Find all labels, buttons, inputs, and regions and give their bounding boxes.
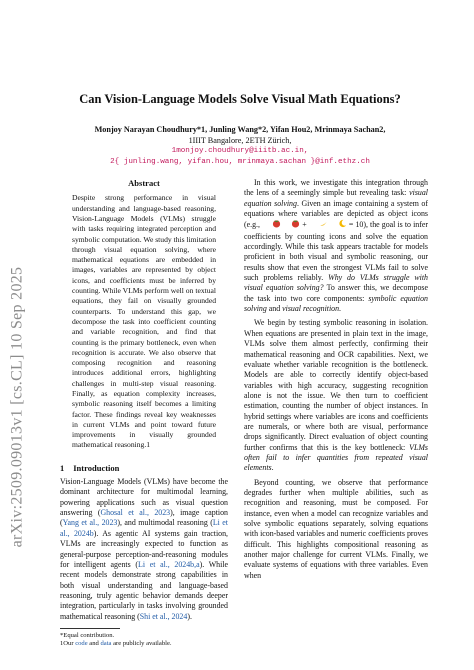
author-names: Monjoy Narayan Choudhury*1, Junling Wang*2, Yifan Hou2, Mrinmaya Sachan2, bbox=[94, 125, 386, 134]
text-span: ). While recent models demonstrate strong capabilities in both visual understanding and language-based reasoning, truly agentic behavior demands deeper integration, particularly in tasks involving grounded mathematical reasoning ( bbox=[60, 559, 229, 621]
text-span: 1Our bbox=[60, 640, 76, 648]
abstract-heading: Abstract bbox=[128, 178, 160, 188]
emphasis: visual recognition bbox=[282, 304, 340, 314]
intro-title: Introduction bbox=[73, 462, 120, 473]
right-paragraph-1 bbox=[244, 178, 428, 314]
footnote-2 bbox=[60, 640, 228, 649]
footnote-rule bbox=[60, 628, 120, 629]
email-line-2[interactable]: 2{ junling.wang, yifan.hou, mrinmaya.sachan }@inf.ethz.ch bbox=[110, 158, 370, 166]
text-span: are publicly available. bbox=[111, 640, 172, 648]
intro-paragraph bbox=[60, 477, 228, 622]
tomato-icon bbox=[281, 219, 300, 231]
citation-link[interactable]: Li et al., 2024b bbox=[60, 518, 228, 538]
data-link[interactable]: data bbox=[100, 640, 112, 648]
emphasis: visual equation solving bbox=[244, 188, 428, 208]
code-link[interactable]: code bbox=[75, 640, 88, 648]
intro-number: 1 bbox=[60, 462, 65, 473]
text-span: + bbox=[300, 220, 309, 230]
text-span: . bbox=[339, 304, 342, 314]
emphasis: VLMs often fail to infer quantities from repeated visual elements bbox=[244, 442, 428, 473]
text-span: ), image caption ( bbox=[60, 508, 228, 528]
citation-link[interactable]: Li et al., 2024b,a bbox=[138, 559, 200, 569]
left-column bbox=[60, 178, 228, 649]
intro-heading bbox=[60, 463, 228, 473]
text-span: and bbox=[266, 304, 283, 314]
text-span: In this work, we investigate this integration through the lens of a seemingly simple but revealing task: bbox=[244, 178, 428, 198]
abstract-text: Despite strong performance in visual understanding and language-based reasoning, Vision-Language Models (VLMs) struggle with tasks requiring integrated perception and symbolic computation. We study this limitation through visual equation solving, where mathematical equations are embedded in images, variables are represented by object icons, and coefficients must be inferred by counting. While VLMs perform well on textual equations, they fail on visually grounded counterparts. To understand this gap, we decompose the task into coefficient counting and variable recognition, and find that counting is the primary bottleneck, even when recognition is accurate. We also observe that composing recognition and reasoning introduces additional errors, highlighting challenges in multi-step visual reasoning. Finally, as equation complexity increases, symbolic reasoning itself becomes a limiting factor. These findings reveal key weaknesses in current VLMs and point toward future improvements in visually grounded mathematical reasoning.1 bbox=[72, 193, 216, 450]
text-span: and bbox=[87, 640, 101, 648]
emphasis: symbolic equation solving bbox=[244, 293, 429, 314]
footnote-1: *Equal contribution. bbox=[60, 631, 115, 639]
arxiv-stamp bbox=[2, 212, 32, 602]
paper-title: Can Vision-Language Models Solve Visual Math Equations? bbox=[79, 92, 401, 106]
affiliations: 1IIIT Bangalore, 2ETH Zürich, bbox=[188, 136, 292, 145]
email-line-1[interactable]: 1monjoy.choudhury@iiitb.ac.in, bbox=[171, 147, 309, 155]
banana-icon bbox=[309, 219, 328, 231]
citation-link[interactable]: Yang et al., 2023 bbox=[62, 518, 118, 528]
text-span: ), and multimodal reasoning ( bbox=[117, 518, 213, 528]
arxiv-id: arXiv:2509.09013v1 [cs.CL] 10 Sep 2025 bbox=[8, 266, 25, 548]
text-span: = 10), the goal is to infer coefficients by counting icons and solve the equation accordingly. While this task appears tractable for models proficient in both visual and symbolic reasoning, our results show that even the strongest VLMs fail to solve such problems reliably. bbox=[244, 220, 428, 283]
text-span: Vision-Language Models (VLMs) have become the dominant architecture for multimodal learning, powering applications such as visual question answering ( bbox=[60, 477, 228, 518]
citation-link[interactable]: Ghosal et al., 2023 bbox=[100, 508, 171, 518]
author-block bbox=[40, 124, 440, 168]
right-paragraph-2 bbox=[244, 318, 428, 473]
tomato-icon bbox=[262, 219, 281, 231]
right-column bbox=[244, 178, 428, 581]
text-span: ). bbox=[187, 611, 192, 621]
text-span: . Given an image containing a system of equations where variables are depicted as object icons (e.g., bbox=[244, 198, 428, 230]
text-span: . bbox=[271, 463, 274, 473]
text-span: We begin by testing symbolic reasoning in isolation. When equations are presented in plain text in the image, VLMs solve them almost perfectly, confirming their mathematical reasoning and OCR capabilities. Next, we evaluate whether variable recognition is the bottleneck. Models are able to correctly identify object-based variables with high accuracy, suggesting recognition alone is not the issue. We then turn to coefficient estimation, counting the number of object instances. In hybrid settings where variables are icons and coefficients are numerals, or where both are visual, performance drops significantly. Direct evaluation of object counting further confirms that this is the key bottleneck: bbox=[244, 318, 428, 452]
right-paragraph-3: Beyond counting, we observe that performance degrades further when multiple abilities, such as recognition and reasoning, must be composed. For instance, even when a model can recognize variables and solve symbolic equations separately, solving equations with icon-based variables and numeric coefficients proves difficult. This highlights compositional reasoning as another major challenge for current VLMs. Finally, we evaluate systems of equations with three variables. Even when bbox=[244, 477, 428, 580]
text-span: To answer this, we decompose the task into two core components: bbox=[244, 283, 428, 303]
emphasis: Why do VLMs struggle with visual equation solving? bbox=[244, 273, 428, 293]
text-span: ). As agentic AI systems gain traction, VLMs are increasingly expected to function as general-purpose perception-and-reasoning modules for intelligent agents ( bbox=[60, 528, 229, 569]
citation-link[interactable]: Shi et al., 2024 bbox=[139, 611, 188, 621]
moon-icon bbox=[328, 219, 347, 231]
